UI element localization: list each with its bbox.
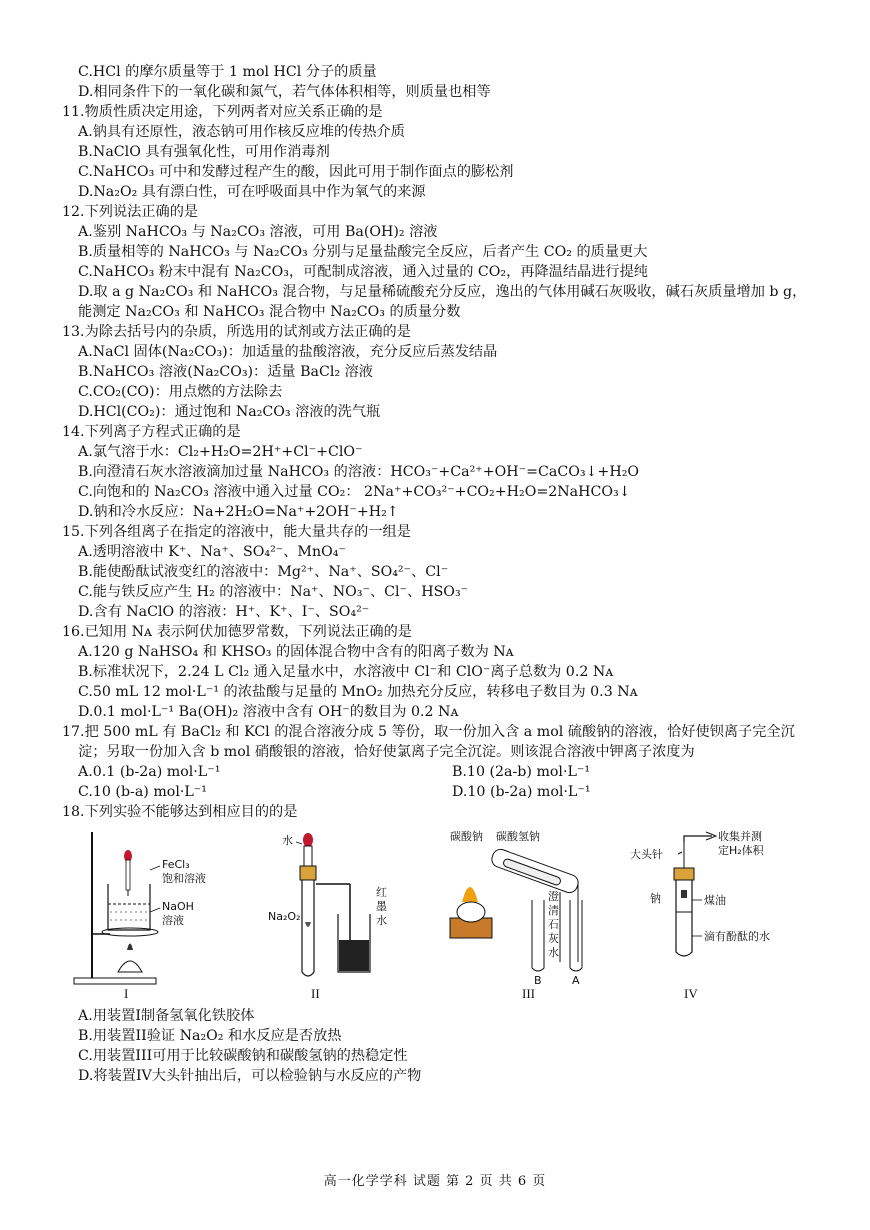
apparatus-II bbox=[250, 822, 420, 987]
limewater-5: 水 bbox=[548, 946, 559, 959]
answer-option: D.含有 NaClO 的溶液：H⁺、K⁺、I⁻、SO₄²⁻ bbox=[78, 604, 370, 620]
answer-option: A.用装置I制备氢氧化铁胶体 bbox=[78, 1008, 255, 1024]
answer-option: B.NaHCO₃ 溶液(Na₂CO₃)：适量 BaCl₂ 溶液 bbox=[78, 364, 373, 380]
answer-option: A.透明溶液中 K⁺、Na⁺、SO₄²⁻、MnO₄⁻ bbox=[78, 544, 346, 560]
limewater-1: 澄 bbox=[548, 890, 559, 903]
caption-II: II bbox=[311, 986, 320, 1001]
tube-a-label: A bbox=[572, 974, 580, 987]
answer-option: D.将装置IV大头针抽出后，可以检验钠与水反应的产物 bbox=[78, 1068, 422, 1084]
answer-option: B.10 (2a-b) mol·L⁻¹ bbox=[452, 764, 591, 780]
saturated-solution-label: 饱和溶液 bbox=[162, 872, 206, 885]
caption-I: I bbox=[124, 986, 129, 1001]
answer-option: D.Na₂O₂ 具有漂白性，可在呼吸面具中作为氧气的来源 bbox=[78, 184, 426, 200]
answer-option: D.HCl(CO₂)：通过饱和 Na₂CO₃ 溶液的洗气瓶 bbox=[78, 404, 381, 420]
answer-option: D.取 a g Na₂CO₃ 和 NaHCO₃ 混合物，与足量稀硫酸充分反应，逸出的气体用碱石灰吸收，碱石灰质量增加 b g， bbox=[78, 284, 807, 300]
answer-option: 能测定 Na₂CO₃ 和 NaHCO₃ 混合物中 Na₂CO₃ 的质量分数 bbox=[78, 304, 461, 320]
tube-b-label: B bbox=[534, 974, 542, 987]
fecl3-label: FeCl₃ bbox=[162, 858, 190, 871]
naoh-label: NaOH bbox=[162, 900, 194, 913]
answer-option: D.0.1 mol·L⁻¹ Ba(OH)₂ 溶液中含有 OH⁻的数目为 0.2 Nᴀ bbox=[78, 704, 459, 720]
ink-label-3: 水 bbox=[376, 914, 387, 927]
sodium-bicarbonate-label: 碳酸氢钠 bbox=[496, 830, 540, 843]
answer-option: A.钠具有还原性，液态钠可用作核反应堆的传热介质 bbox=[78, 124, 405, 140]
solution-label: 溶液 bbox=[162, 914, 184, 927]
answer-option: 淀；另取一份加入含 b mol 硝酸银的溶液，恰好使氯离子完全沉淀。则该混合溶液中钾离子浓度为 bbox=[78, 744, 695, 760]
answer-option: C.50 mL 12 mol·L⁻¹ 的浓盐酸与足量的 MnO₂ 加热充分反应，转移电子数目为 0.3 Nᴀ bbox=[78, 684, 638, 700]
water-label: 水 bbox=[282, 834, 293, 847]
answer-option: A.氯气溶于水：Cl₂+H₂O=2H⁺+Cl⁻+ClO⁻ bbox=[78, 444, 363, 460]
question-stem: 13.为除去括号内的杂质，所选用的试剂或方法正确的是 bbox=[62, 324, 411, 340]
answer-option: A.鉴别 NaHCO₃ 与 Na₂CO₃ 溶液，可用 Ba(OH)₂ 溶液 bbox=[78, 224, 438, 240]
answer-option: C.NaHCO₃ 粉末中混有 Na₂CO₃，可配制成溶液，通入过量的 CO₂，再降温结晶进行提纯 bbox=[78, 264, 648, 280]
answer-option: B.标准状况下，2.24 L Cl₂ 通入足量水中，水溶液中 Cl⁻和 ClO⁻离子总数为 0.2 Nᴀ bbox=[78, 664, 614, 680]
question-stem: 12.下列说法正确的是 bbox=[62, 204, 199, 220]
answer-option: A.0.1 (b-2a) mol·L⁻¹ bbox=[78, 764, 221, 780]
ink-label-1: 红 bbox=[376, 886, 387, 899]
apparatus-III bbox=[440, 822, 610, 987]
page-footer: 高一化学学科 试题 第 2 页 共 6 页 bbox=[323, 1174, 547, 1189]
question-stem: 15.下列各组离子在指定的溶液中，能大量共存的一组是 bbox=[62, 524, 411, 540]
answer-option: C.CO₂(CO)：用点燃的方法除去 bbox=[78, 384, 283, 400]
pin-label: 大头针 bbox=[630, 848, 663, 861]
caption-III: III bbox=[522, 986, 535, 1001]
question-stem: 18.下列实验不能够达到相应目的的是 bbox=[62, 804, 298, 820]
question-stem: 11.物质性质决定用途，下列两者对应关系正确的是 bbox=[62, 104, 383, 120]
answer-option: C.NaHCO₃ 可中和发酵过程产生的酸，因此可用于制作面点的膨松剂 bbox=[78, 164, 514, 180]
answer-option: B.用装置II验证 Na₂O₂ 和水反应是否放热 bbox=[78, 1028, 342, 1044]
sodium-carbonate-label: 碳酸钠 bbox=[450, 830, 483, 843]
phenolphthalein-water-label: 滴有酚酞的水 bbox=[704, 930, 770, 943]
question-stem: 14.下列离子方程式正确的是 bbox=[62, 424, 241, 440]
apparatus-IV bbox=[630, 822, 810, 987]
ink-label-2: 墨 bbox=[376, 900, 387, 913]
apparatus-figure bbox=[70, 822, 810, 1002]
question-stem: 17.把 500 mL 有 BaCl₂ 和 KCl 的混合溶液分成 5 等份，取一份加入含 a mol 硫酸钠的溶液，恰好使钡离子完全沉 bbox=[62, 724, 795, 740]
answer-option: C.HCl 的摩尔质量等于 1 mol HCl 分子的质量 bbox=[78, 64, 377, 80]
answer-option: C.向饱和的 Na₂CO₃ 溶液中通入过量 CO₂： 2Na⁺+CO₃²⁻+CO₂+H₂O=2NaHCO₃↓ bbox=[78, 484, 631, 500]
answer-option: B.向澄清石灰水溶液滴加过量 NaHCO₃ 的溶液：HCO₃⁻+Ca²⁺+OH⁻=CaCO₃↓+H₂O bbox=[78, 464, 640, 480]
answer-option: C.能与铁反应产生 H₂ 的溶液中：Na⁺、NO₃⁻、Cl⁻、HSO₃⁻ bbox=[78, 584, 469, 600]
limewater-2: 清 bbox=[548, 904, 559, 917]
limewater-3: 石 bbox=[548, 918, 559, 931]
collect-label-1: 收集并测 bbox=[718, 830, 762, 843]
answer-option: A.120 g NaHSO₄ 和 KHSO₃ 的固体混合物中含有的阳离子数为 Nᴀ bbox=[78, 644, 514, 660]
answer-option: D.相同条件下的一氧化碳和氮气，若气体体积相等，则质量也相等 bbox=[78, 84, 491, 100]
question-stem: 16.已知用 Nᴀ 表示阿伏加德罗常数，下列说法正确的是 bbox=[62, 624, 412, 640]
answer-option: B.质量相等的 NaHCO₃ 与 Na₂CO₃ 分别与足量盐酸完全反应，后者产生 CO₂ 的质量更大 bbox=[78, 244, 648, 260]
answer-option: C.用装置III可用于比较碳酸钠和碳酸氢钠的热稳定性 bbox=[78, 1048, 408, 1064]
answer-option: B.能使酚酞试液变红的溶液中：Mg²⁺、Na⁺、SO₄²⁻、Cl⁻ bbox=[78, 564, 449, 580]
sodium-label: 钠 bbox=[650, 892, 661, 905]
answer-option: D.钠和冷水反应：Na+2H₂O=Na⁺+2OH⁻+H₂↑ bbox=[78, 504, 399, 520]
na2o2-label: Na₂O₂ bbox=[268, 910, 301, 923]
kerosene-label: 煤油 bbox=[704, 894, 726, 907]
answer-option: C.10 (b-a) mol·L⁻¹ bbox=[78, 784, 207, 800]
caption-IV: IV bbox=[684, 986, 698, 1001]
apparatus-I bbox=[70, 822, 240, 987]
limewater-4: 灰 bbox=[548, 932, 559, 945]
answer-option: D.10 (b-2a) mol·L⁻¹ bbox=[452, 784, 591, 800]
answer-option: A.NaCl 固体(Na₂CO₃)：加适量的盐酸溶液，充分反应后蒸发结晶 bbox=[78, 344, 498, 360]
collect-label-2: 定H₂体积 bbox=[718, 844, 764, 857]
answer-option: B.NaClO 具有强氧化性，可用作消毒剂 bbox=[78, 144, 330, 160]
